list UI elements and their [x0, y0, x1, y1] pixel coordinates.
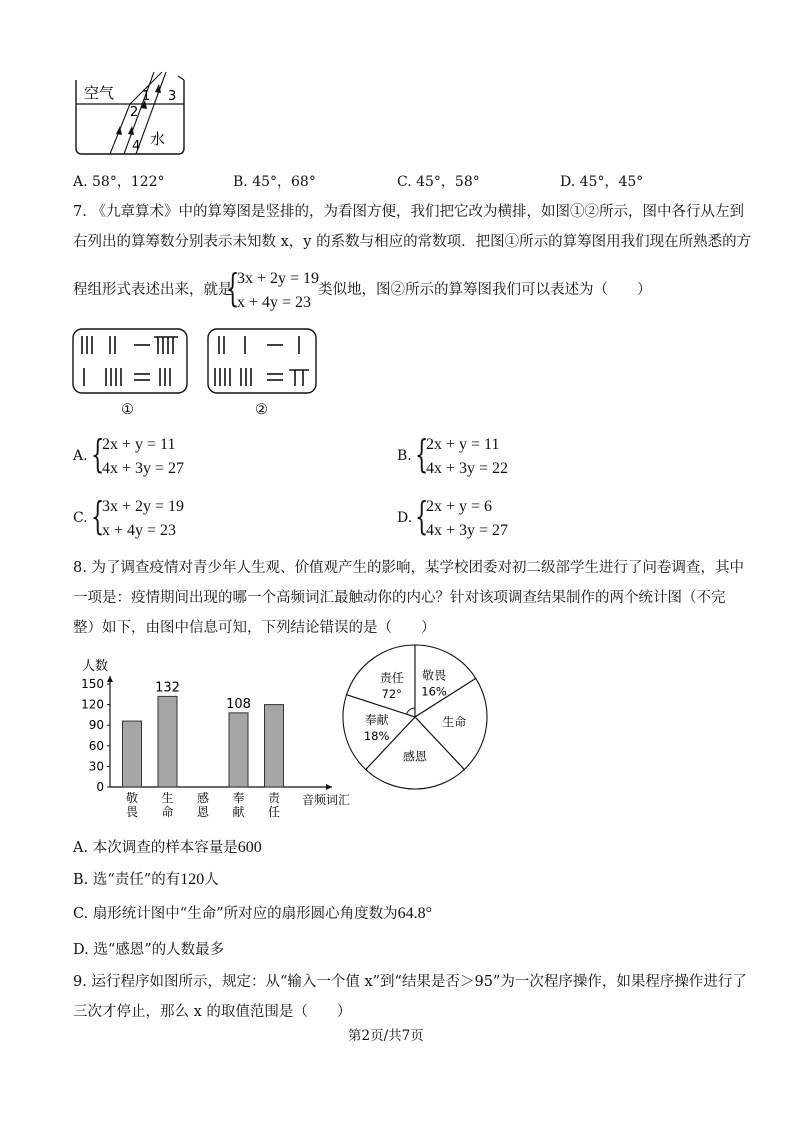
q7-line-1: 7. 《九章算术》中的算筹图是竖排的，为看图方便，我们把它改为横排，如图①②所示，图中各行从左到 [73, 204, 744, 220]
q8-option-b-suffix: 人 [204, 872, 219, 888]
q7-option-c-eq-1: 3x + 2y = 19 [102, 498, 185, 515]
q8-option-a-text: A. 本次调查的样本容量是 [73, 840, 238, 856]
q7-option-b-brace: { [415, 432, 429, 476]
figure-label-2: ② [255, 402, 268, 418]
bar-data-label: 132 [155, 680, 180, 696]
water-label: 水 [150, 130, 166, 148]
figure-label-1: ① [121, 402, 134, 418]
x-category-label: 生 [161, 791, 174, 805]
x-axis-arrow-icon [326, 784, 332, 790]
x-category-label: 责 [267, 791, 281, 805]
q8-option-c-text: C. 扇形统计图中“生命”所对应的扇形圆心角度数为 [73, 906, 398, 922]
q8-option-a-value: 600 [237, 839, 262, 856]
pie-slice-label: 奉献 [364, 712, 389, 727]
q7-option-a-eq-1: 2x + y = 11 [102, 436, 176, 453]
angle-label-4: 4 [132, 139, 141, 154]
pie-slice-label: 敬畏 [422, 668, 447, 683]
q7-line-3-pre: 程组形式表述出来，就是 [73, 282, 233, 298]
q7-option-d-eq-2: 4x + 3y = 27 [426, 522, 509, 539]
x-category-label: 敬 [125, 791, 139, 805]
q7-option-d-eq-1: 2x + y = 6 [426, 498, 493, 515]
x-category-label: 命 [161, 805, 174, 819]
y-tick-label: 120 [81, 697, 104, 712]
bar-奉献 [229, 713, 248, 787]
x-category-label: 感 [196, 791, 210, 805]
bar-chart [70, 652, 370, 827]
q7-eq-brace: { [226, 266, 240, 310]
page-footer: 第2页/共7页 [348, 1028, 424, 1044]
y-axis-arrow-icon [107, 676, 113, 682]
x-category-label: 奉 [232, 791, 245, 805]
q6-option-c: C. 45°，58° [397, 174, 480, 190]
q7-option-b-eq-2: 4x + 3y = 22 [426, 460, 509, 477]
pie-slice-label: 生命 [442, 714, 467, 729]
q7-option-a-brace: { [91, 432, 105, 476]
bar-data-label: 108 [226, 696, 251, 712]
air-label: 空气 [84, 84, 115, 102]
q7-option-c-eq-2: x + 4y = 23 [102, 522, 177, 539]
q8-line-2: 一项是：疫情期间出现的哪一个高频词汇最触动你的内心？针对该项调查结果制作的两个统计图（不完 [73, 590, 726, 606]
y-tick-label: 90 [88, 718, 104, 733]
refraction-figure [70, 68, 200, 160]
x-category-label: 任 [267, 805, 281, 819]
q7-option-b-label: B. [397, 448, 412, 464]
counting-rod-figure-1 [72, 328, 188, 394]
y-tick-label: 60 [88, 738, 104, 753]
y-tick-label: 150 [81, 677, 104, 691]
pie-slice-value: 72° [381, 686, 402, 701]
bar-chart-ylabel: 人数 [82, 659, 109, 674]
q8-option-c-value: 64.8° [397, 905, 433, 922]
angle-label-2: 2 [130, 105, 139, 120]
q6-option-a: A. 58°，122° [73, 174, 165, 190]
q7-eq-line-2: x + 4y = 23 [237, 294, 312, 311]
q7-option-d-brace: { [415, 494, 429, 538]
x-category-label: 恩 [196, 805, 210, 819]
x-category-label: 畏 [125, 805, 139, 819]
q9-line-1: 9. 运行程序如图所示，规定：从“输入一个值 x”到“结果是否＞95”为一次程序操作，如果程序操作进行了 [73, 974, 747, 990]
pie-slice-label: 感恩 [402, 749, 428, 764]
q6-option-d: D. 45°，45° [560, 174, 644, 190]
q7-option-c-label: C. [73, 510, 88, 526]
q8-option-a [73, 838, 262, 858]
q8-option-c [73, 904, 432, 924]
q7-option-a-eq-2: 4x + 3y = 27 [102, 460, 185, 477]
q8-option-b-text: B. 选“责任”的有 [73, 872, 181, 888]
pie-slice-value: 16% [421, 684, 447, 699]
q7-option-b-eq-1: 2x + y = 11 [426, 436, 500, 453]
angle-label-3: 3 [168, 89, 177, 104]
y-tick-label: 30 [88, 759, 104, 774]
q7-option-c-brace: { [91, 494, 105, 538]
q6-option-b: B. 45°，68° [233, 174, 316, 190]
q7-line-2: 右列出的算筹数分别表示未知数 x，y 的系数与相应的常数项．把图①所示的算筹图用我们现在所熟悉的方 [73, 234, 752, 250]
q8-line-3: 整）如下，由图中信息可知，下列结论错误的是（ ） [73, 620, 436, 636]
q7-eq-line-1: 3x + 2y = 19 [237, 270, 320, 287]
bar-chart-xlabel: 音频词汇 [302, 793, 351, 807]
pie-slice-label: 责任 [379, 670, 404, 685]
q7-line-3-post: 类似地，图②所示的算筹图我们可以表述为（ ） [318, 282, 652, 298]
bar-敬畏 [123, 721, 142, 787]
q8-option-d: D. 选“感恩”的人数最多 [73, 942, 225, 958]
y-tick-label: 0 [96, 780, 104, 794]
q8-option-b-value: 120 [180, 871, 205, 888]
pie-chart [340, 642, 490, 792]
bar-生命 [158, 696, 177, 787]
q8-option-b [73, 870, 219, 890]
q7-option-d-label: D. [397, 510, 413, 526]
x-category-label: 献 [232, 805, 245, 819]
pie-slice-value: 18% [363, 728, 390, 743]
q8-line-1: 8. 为了调查疫情对青少年人生观、价值观产生的影响，某学校团委对初二级部学生进行了问卷调查，其中 [73, 560, 744, 576]
q7-option-a-label: A. [73, 448, 88, 464]
angle-label-1: 1 [142, 89, 151, 104]
bar-责任 [265, 705, 284, 787]
q9-line-2: 三次才停止，那么 x 的取值范围是（ ） [73, 1004, 352, 1020]
counting-rod-figure-2 [207, 328, 317, 394]
